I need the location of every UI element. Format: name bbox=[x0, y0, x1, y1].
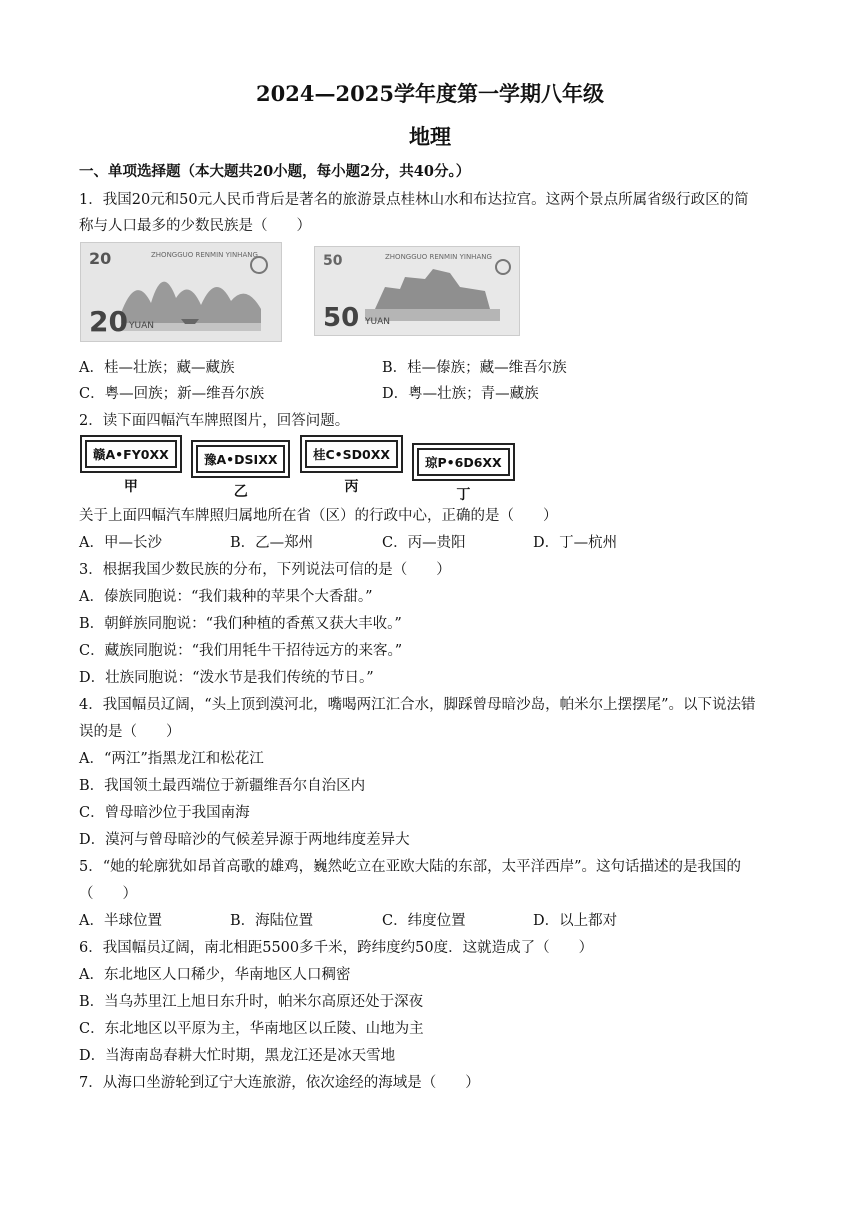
q3-option-b: B．朝鲜族同胞说：“我们种植的香蕉又获大丰收。” bbox=[79, 616, 402, 632]
question-2-stem: 关于上面四幅汽车牌照归属地所在省（区）的行政中心，正确的是（ ） bbox=[79, 508, 558, 524]
q2-option-b: B．乙—郑州 bbox=[230, 535, 314, 551]
q3-option-a: A．傣族同胞说：“我们栽种的苹果个大香甜。” bbox=[79, 589, 373, 605]
plate-ding-label: 丁 bbox=[456, 487, 471, 503]
q6-option-c: C．东北地区以平原为主，华南地区以丘陵、山地为主 bbox=[79, 1021, 424, 1037]
banknote-20-value-bottom: 20 bbox=[89, 305, 128, 338]
banknote-20-value-top: 20 bbox=[89, 249, 112, 268]
plate-yi-label: 乙 bbox=[233, 484, 248, 500]
plate-jia bbox=[80, 435, 182, 496]
banknote-20-header: ZHONGGUO RENMIN YINHANG bbox=[151, 251, 258, 259]
question-5-line-2: （ ） bbox=[79, 886, 137, 902]
banknote-50-value-top: 50 bbox=[323, 253, 343, 269]
plate-bing-text: 桂C•SD0XX bbox=[305, 440, 398, 468]
exam-title: 2024—2025学年度第一学期八年级 bbox=[256, 81, 604, 106]
q4-option-b: B．我国领土最西端位于新疆维吾尔自治区内 bbox=[79, 778, 366, 794]
question-4-line-2: 误的是（ ） bbox=[79, 724, 181, 740]
banknote-50-unit: YUAN bbox=[365, 317, 390, 327]
banknote-20-unit: YUAN bbox=[129, 321, 154, 331]
q6-option-b: B．当乌苏里江上旭日东升时，帕米尔高原还处于深夜 bbox=[79, 994, 424, 1010]
q2-option-c: C．丙—贵阳 bbox=[382, 535, 466, 551]
plate-ding bbox=[412, 443, 515, 504]
question-6-line-1: 6．我国幅员辽阔，南北相距5500多千米，跨纬度约50度．这就造成了（ ） bbox=[79, 940, 594, 956]
q5-option-d: D．以上都对 bbox=[533, 913, 618, 929]
q3-option-c: C．藏族同胞说：“我们用牦牛干招待远方的来客。” bbox=[79, 643, 403, 659]
plate-ding-text: 琼P•6D6XX bbox=[417, 448, 510, 476]
plate-yi bbox=[191, 440, 290, 501]
q1-option-b: B．桂—傣族；藏—维吾尔族 bbox=[382, 360, 567, 376]
question-2-line-1: 2．读下面四幅汽车牌照图片，回答问题。 bbox=[79, 413, 350, 429]
plate-yi-text: 豫A•DSIXX bbox=[196, 445, 285, 473]
q5-option-b: B．海陆位置 bbox=[230, 913, 314, 929]
q4-option-d: D．漠河与曾母暗沙的气候差异源于两地纬度差异大 bbox=[79, 832, 410, 848]
plate-jia-text: 赣A•FY0XX bbox=[85, 440, 177, 468]
question-4-line-1: 4．我国幅员辽阔，“头上顶到漠河北，嘴喝两江汇合水，脚踩曾母暗沙岛，帕米尔上摆摆尾”。以下说法错 bbox=[79, 697, 756, 713]
q2-option-a: A．甲—长沙 bbox=[79, 535, 162, 551]
q1-option-c: C．粤—回族；新—维吾尔族 bbox=[79, 386, 265, 402]
q3-option-d: D．壮族同胞说：“泼水节是我们传统的节日。” bbox=[79, 670, 374, 686]
plate-jia-label: 甲 bbox=[123, 479, 138, 495]
section-heading: 一、单项选择题（本大题共20小题，每小题2分，共40分。） bbox=[79, 163, 471, 180]
question-3-line-1: 3．根据我国少数民族的分布，下列说法可信的是（ ） bbox=[79, 562, 451, 578]
q1-option-a: A．桂—壮族；藏—藏族 bbox=[79, 360, 235, 376]
banknote-20-image bbox=[80, 242, 282, 342]
question-5-line-1: 5．“她的轮廓犹如昂首高歌的雄鸡，巍然屹立在亚欧大陆的东部，太平洋西岸”。这句话描述的是我国的 bbox=[79, 859, 742, 875]
question-1-line-2: 称与人口最多的少数民族是（ ） bbox=[79, 218, 311, 234]
plate-bing-label: 丙 bbox=[344, 479, 359, 495]
q6-option-d: D．当海南岛春耕大忙时期，黑龙江还是冰天雪地 bbox=[79, 1048, 396, 1064]
question-1-line-1: 1．我国20元和50元人民币背后是著名的旅游景点桂林山水和布达拉宫。这两个景点所属省级行政区的简 bbox=[79, 192, 749, 208]
question-7-line-1: 7．从海口坐游轮到辽宁大连旅游，依次途经的海域是（ ） bbox=[79, 1075, 480, 1091]
q4-option-c: C．曾母暗沙位于我国南海 bbox=[79, 805, 250, 821]
q5-option-c: C．纬度位置 bbox=[382, 913, 466, 929]
plate-bing bbox=[300, 435, 403, 496]
q5-option-a: A．半球位置 bbox=[79, 913, 162, 929]
q2-option-d: D．丁—杭州 bbox=[533, 535, 618, 551]
banknote-50-value-bottom: 50 bbox=[323, 303, 360, 333]
banknote-50-header: ZHONGGUO RENMIN YINHANG bbox=[385, 253, 492, 261]
q1-option-d: D．粤—壮族；青—藏族 bbox=[382, 386, 539, 402]
q6-option-a: A．东北地区人口稀少，华南地区人口稠密 bbox=[79, 967, 351, 983]
banknote-50-image bbox=[314, 246, 520, 336]
q4-option-a: A．“两江”指黑龙江和松花江 bbox=[79, 751, 264, 767]
exam-subject: 地理 bbox=[409, 124, 451, 149]
